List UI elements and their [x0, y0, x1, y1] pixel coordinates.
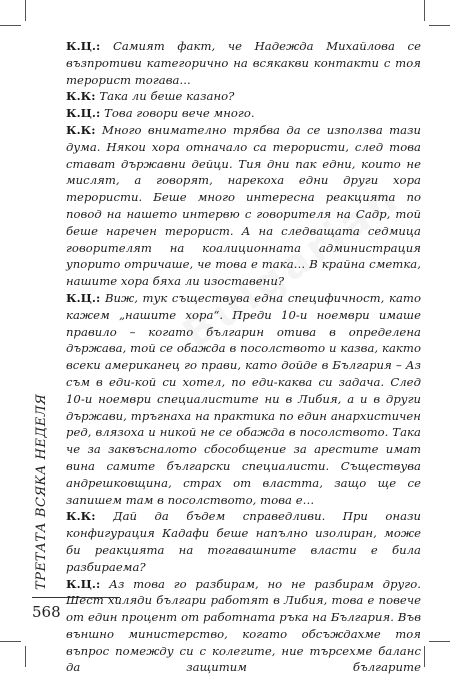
paragraph-text: Дай да бъдем справедливи. При онази конфигурация Кадафи беше напълно изолиран, може би реакцията на тогавашните власти е била разбираема? [66, 509, 421, 573]
paragraph-text: Така ли беше казано? [99, 89, 234, 103]
page-number: 568 [32, 603, 61, 621]
dialogue-paragraph [66, 105, 421, 122]
folio-rule [32, 597, 120, 598]
dialogue-paragraph [66, 38, 421, 88]
dialogue-paragraph [66, 576, 421, 676]
paragraph-text: Виж, тук съществува една специфичност, като кажем „нашите хора“. Преди 10-и ноември имаше правило – когато българин отива в определена държава, той се обажда в посолството и казва, както всеки американец го прави, като дойде в България – Аз съм в еди-кой си хотел, по еди-каква си задача. След 10-и ноември специалистите ни в Либия, а и в други държави, тръгнаха на практика по един анархистичен ред, влязоха и никой не се обажда в посолството. Така че за заквъсналото сбособщение за арестите имат вина самите български специалисти. Съществува андрешковщина, страх от властта, защо ще се запишем там в посолството, това е… [66, 291, 421, 507]
paragraph-text: Самият факт, че Надежда Михайлова се възпротиви категорично на всякакви контакти с тоя терорист тогава... [66, 39, 421, 87]
crop-mark [25, 646, 26, 667]
speaker-label: К.К: [66, 89, 96, 103]
crop-mark [25, 0, 26, 21]
body-text [66, 38, 421, 676]
speaker-label: К.Ц.: [66, 291, 100, 305]
dialogue-paragraph [66, 508, 421, 575]
crop-mark [0, 25, 21, 26]
dialogue-paragraph [66, 88, 421, 105]
paragraph-text: Много внимателно трябва да се използва тази дума. Някои хора отначало са терористи, след това стават държавни дейци. Тия дни пак едни, които не мислят, а говорят, нарекоха едни други хора терористи. Беше много интересна реакцията по повод на нашето интервю с говорителя на Садр, той беше наречен терорист. А на следващата седмица говорителят на коалиционната администрация упорито отричаше, че това е така… В крайна сметка, нашите хора бяха ли изоставени? [66, 123, 421, 288]
crop-mark [424, 0, 425, 21]
dialogue-paragraph [66, 290, 421, 508]
dialogue-paragraph [66, 122, 421, 290]
speaker-label: К.Ц.: [66, 39, 100, 53]
crop-mark [0, 641, 21, 642]
crop-mark [429, 25, 450, 26]
speaker-label: К.Ц.: [66, 577, 100, 591]
crop-mark [424, 646, 425, 667]
speaker-label: К.К: [66, 123, 96, 137]
running-head: ТРЕТАТА ВСЯКА НЕДЕЛЯ [34, 394, 49, 590]
paragraph-text: Това говори вече много. [104, 106, 254, 120]
speaker-label: К.Ц.: [66, 106, 100, 120]
speaker-label: К.К: [66, 509, 96, 523]
paragraph-text: Аз това го разбирам, но не разбирам друго. Шест хиляди българи работят в Либия, това е повече от един процент от работната ръка на България. Във външно министерство, когато обсъждахме тоя въпрос помежду си с колегите, ние търсехме баланс да защитим българите [66, 577, 421, 675]
crop-mark [429, 641, 450, 642]
